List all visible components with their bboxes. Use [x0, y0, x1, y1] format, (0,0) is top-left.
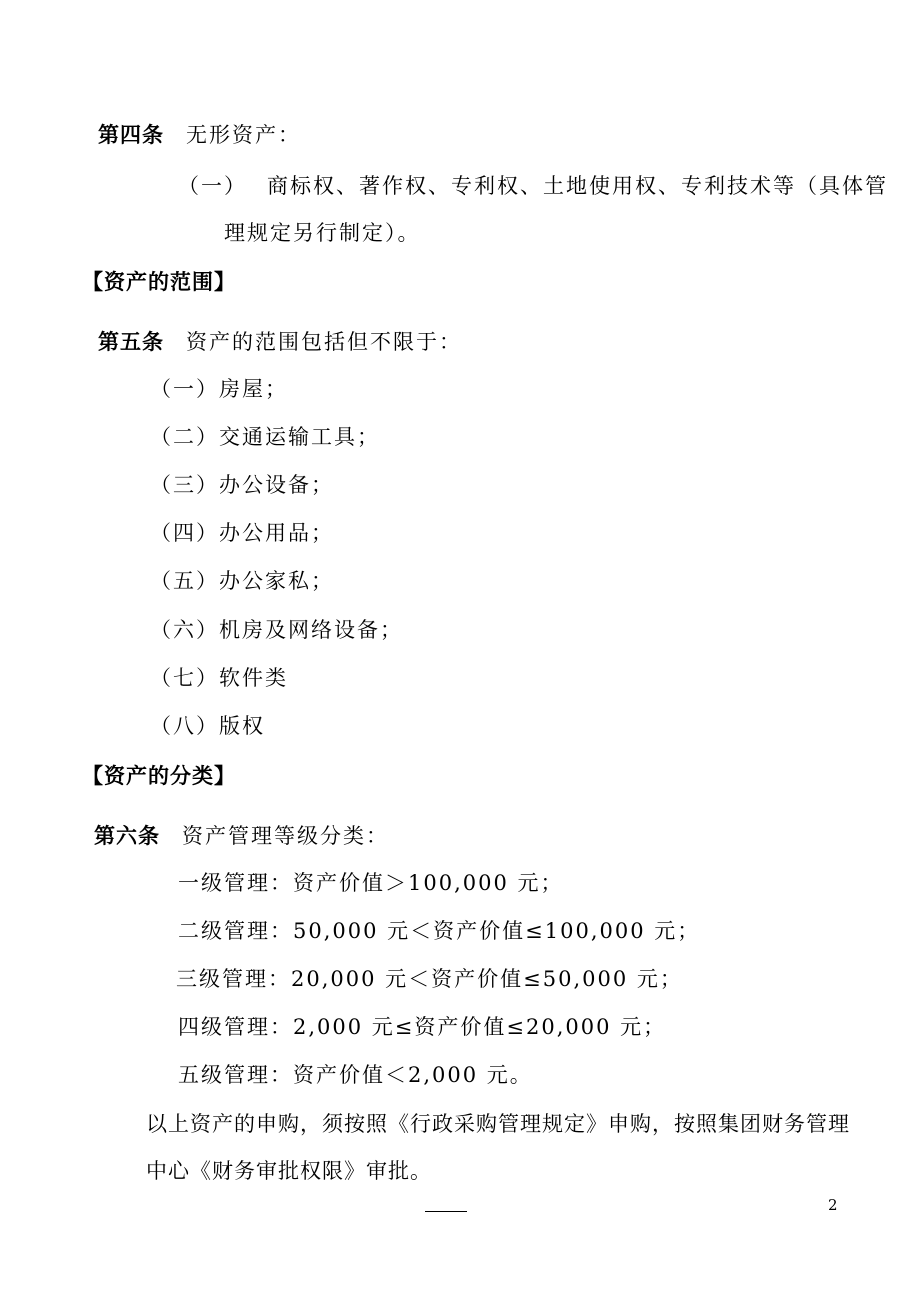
scope-item: （八）版权 — [150, 714, 265, 738]
article-number: 第五条 — [98, 329, 164, 354]
item-text: 商标权、著作权、专利权、土地使用权、专利技术等（具体管 — [267, 174, 888, 198]
page-number: 2 — [828, 1196, 838, 1214]
article-4-item-1-continued: 理规定另行制定）。 — [224, 221, 421, 245]
closing-paragraph-line-1: 以上资产的申购，须按照《行政采购管理规定》申购，按照集团财务管理 — [146, 1112, 850, 1136]
article-5-heading — [98, 328, 462, 356]
article-title: 资产的范围包括但不限于： — [186, 330, 462, 354]
section-heading-scope: 【资产的范围】 — [82, 269, 236, 294]
section-heading-classification: 【资产的分类】 — [82, 763, 236, 788]
scope-item: （一）房屋； — [150, 377, 288, 401]
article-number: 第六条 — [94, 823, 160, 848]
article-4-item-1 — [178, 172, 888, 200]
management-level: 五级管理：资产价值＜2,000 元。 — [178, 1063, 533, 1087]
scope-item: （七）软件类 — [150, 666, 288, 690]
closing-paragraph-line-2: 中心《财务审批权限》审批。 — [146, 1159, 432, 1183]
management-level: 二级管理：50,000 元＜资产价值≤100,000 元； — [178, 919, 701, 943]
management-level: 四级管理：2,000 元≤资产价值≤20,000 元； — [178, 1015, 667, 1039]
article-number: 第四条 — [98, 122, 164, 147]
scope-item: （二）交通运输工具； — [150, 425, 380, 449]
footer-rule — [425, 1211, 467, 1212]
article-4-heading — [98, 121, 301, 149]
scope-item: （三）办公设备； — [150, 473, 334, 497]
scope-item: （六）机房及网络设备； — [150, 618, 403, 642]
scope-item: （四）办公用品； — [150, 521, 334, 545]
article-title: 资产管理等级分类： — [182, 824, 389, 848]
management-level: 一级管理：资产价值＞100,000 元； — [178, 871, 564, 895]
item-label: （一） — [178, 174, 247, 198]
article-6-heading — [94, 822, 389, 850]
article-title: 无形资产： — [186, 123, 301, 147]
management-level: 三级管理：20,000 元＜资产价值≤50,000 元； — [176, 967, 683, 991]
scope-item: （五）办公家私； — [150, 569, 334, 593]
